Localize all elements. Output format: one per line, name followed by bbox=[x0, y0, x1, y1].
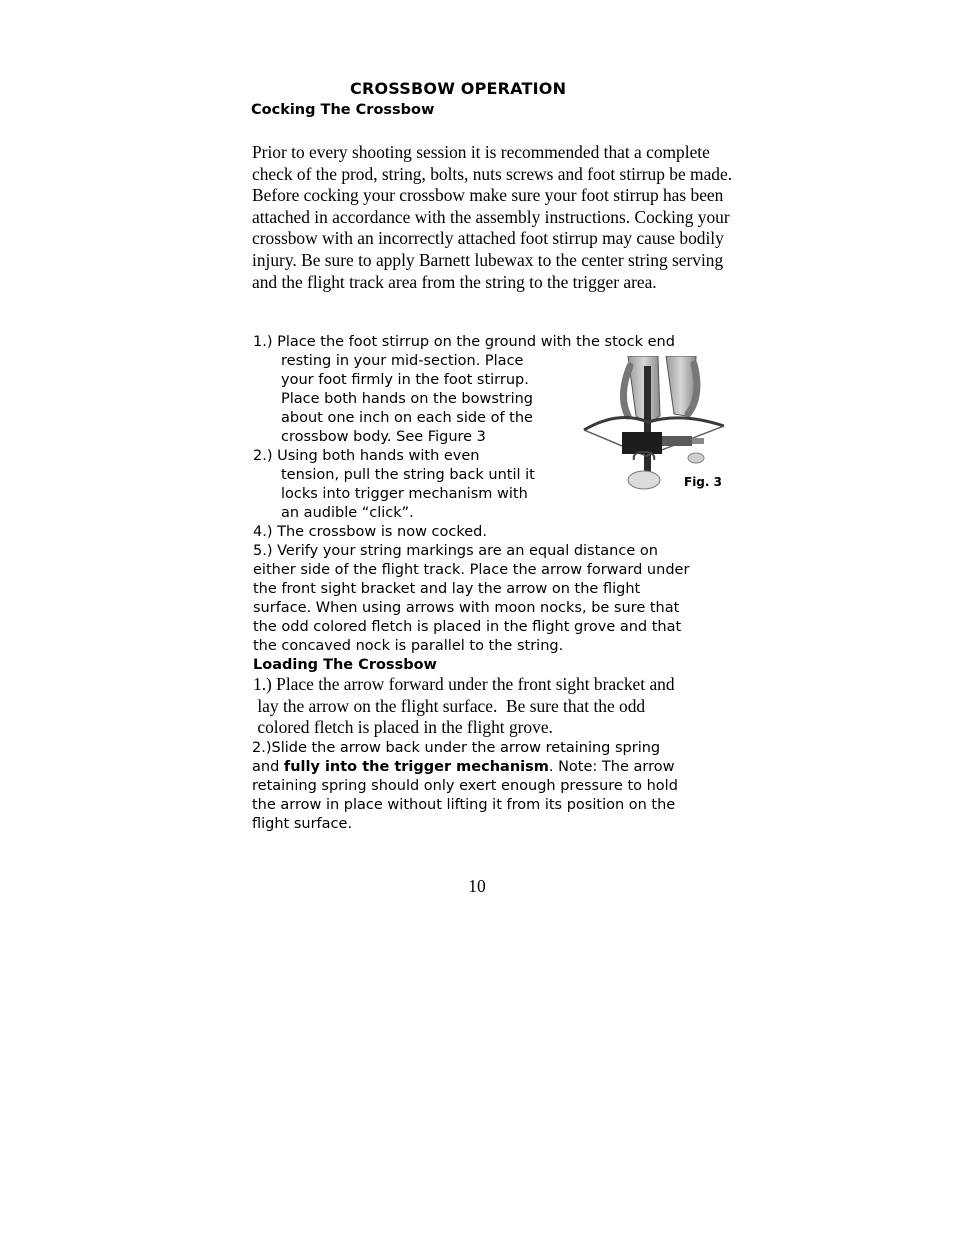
step5-line: the concaved nock is parallel to the string. bbox=[253, 638, 564, 654]
step2-line: locks into trigger mechanism with bbox=[281, 486, 528, 502]
step5-line: surface. When using arrows with moon nocks, be sure that bbox=[253, 600, 680, 616]
cocking-heading: Cocking The Crossbow bbox=[251, 102, 435, 118]
loading-step1-line: lay the arrow on the flight surface. Be sure that the odd bbox=[253, 695, 646, 716]
loading-step2-text: . Note: The arrow bbox=[548, 759, 675, 775]
step1-line: your foot firmly in the foot stirrup. bbox=[281, 372, 529, 388]
step2-line: tension, pull the string back until it bbox=[281, 467, 535, 483]
loading-step1-line: 1.) Place the arrow forward under the front sight bracket and bbox=[253, 674, 675, 694]
step5-line: 5.) Verify your string markings are an equal distance on bbox=[253, 543, 658, 559]
step5-line: the odd colored fletch is placed in the flight grove and that bbox=[253, 619, 682, 635]
step2-line: 2.) Using both hands with even bbox=[253, 448, 480, 464]
step1-line: resting in your mid-section. Place bbox=[281, 353, 524, 369]
page-number: 10 bbox=[468, 876, 486, 896]
step5-line: the front sight bracket and lay the arrow on the flight bbox=[253, 581, 641, 597]
step4-line: 4.) The crossbow is now cocked. bbox=[253, 524, 487, 540]
intro-paragraph: Prior to every shooting session it is recommended that a complete check of the prod, string, bolts, nuts screws and foot stirrup be made. Before cocking your crossbow make sure your foot stirrup has been attached in accordance with the assembly instructions. Cocking your crossbow with an incorrectly attached foot stirrup may cause bodily injury. Be sure to apply Barnett lubewax to the center string serving and the flight track area from the string to the trigger area. bbox=[252, 142, 733, 292]
step1-line: 1.) Place the foot stirrup on the ground with the stock end bbox=[253, 334, 675, 350]
step1-line: about one inch on each side of the bbox=[281, 410, 533, 426]
loading-heading: Loading The Crossbow bbox=[253, 657, 437, 673]
loading-step2-line: flight surface. bbox=[252, 816, 353, 832]
loading-step2-emphasis: fully into the trigger mechanism bbox=[283, 759, 549, 775]
loading-step1 bbox=[253, 674, 675, 739]
step1-line: Place both hands on the bowstring bbox=[281, 391, 533, 407]
loading-step2 bbox=[252, 739, 678, 834]
loading-step1-line: colored fletch is placed in the flight grove. bbox=[253, 717, 553, 738]
loading-step2-line bbox=[252, 758, 678, 777]
figure-label: Fig. 3 bbox=[684, 475, 722, 489]
page-title: CROSSBOW OPERATION bbox=[350, 79, 567, 98]
loading-step2-line: the arrow in place without lifting it from its position on the bbox=[252, 797, 676, 813]
step1-line: crossbow body. See Figure 3 bbox=[281, 429, 486, 445]
loading-step2-line: retaining spring should only exert enough pressure to hold bbox=[252, 778, 678, 794]
step2-line: an audible “click”. bbox=[281, 505, 414, 521]
step5-line: either side of the flight track. Place the arrow forward under bbox=[253, 562, 690, 578]
loading-step2-line: 2.)Slide the arrow back under the arrow retaining spring bbox=[252, 740, 661, 756]
loading-step2-text: and bbox=[252, 759, 284, 775]
